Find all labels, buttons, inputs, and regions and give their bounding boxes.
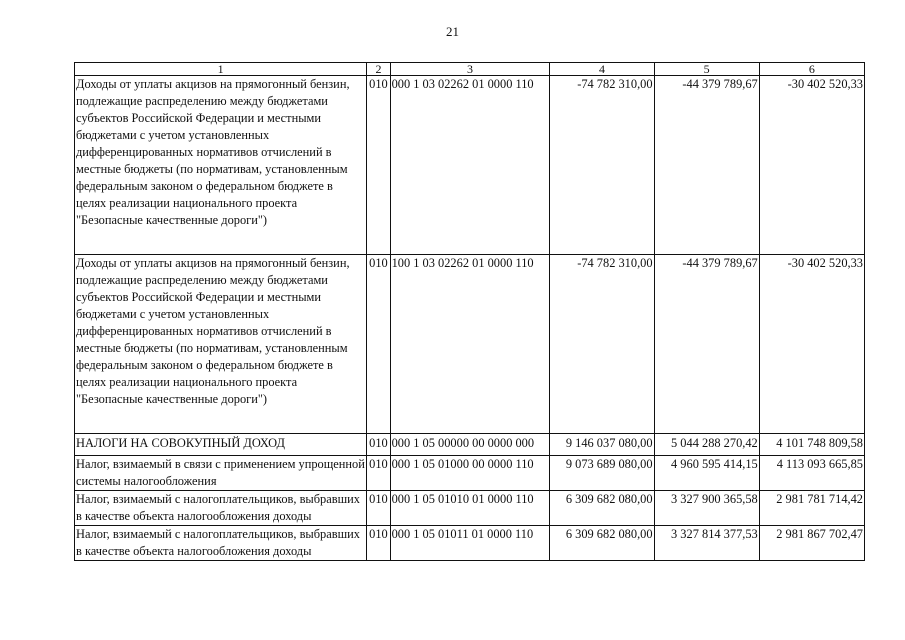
table-row [75, 76, 865, 255]
row-col6: -30 402 520,33 [759, 76, 864, 255]
row-col6: 4 101 748 809,58 [759, 434, 864, 456]
table-row [75, 456, 865, 491]
row-col5: 4 960 595 414,15 [654, 456, 759, 491]
row-col6: 2 981 867 702,47 [759, 526, 864, 561]
row-kbk: 000 1 05 00000 00 0000 000 [390, 434, 550, 456]
row-col5: -44 379 789,67 [654, 76, 759, 255]
row-col5: 3 327 900 365,58 [654, 491, 759, 526]
row-kbk: 000 1 05 01011 01 0000 110 [390, 526, 550, 561]
row-col4: -74 782 310,00 [550, 76, 654, 255]
header-col-1: 1 [75, 63, 367, 76]
row-name: Налог, взимаемый с налогоплательщиков, выбравших в качестве объекта налогообложения доходы [75, 491, 367, 526]
row-col4: 6 309 682 080,00 [550, 491, 654, 526]
row-col5: -44 379 789,67 [654, 255, 759, 434]
row-col6: 2 981 781 714,42 [759, 491, 864, 526]
row-code: 010 [367, 434, 390, 456]
row-col6: 4 113 093 665,85 [759, 456, 864, 491]
header-col-4: 4 [550, 63, 654, 76]
row-col4: 9 073 689 080,00 [550, 456, 654, 491]
row-kbk: 000 1 03 02262 01 0000 110 [390, 76, 550, 255]
revenue-table [74, 62, 865, 561]
table-row [75, 434, 865, 456]
row-kbk: 000 1 05 01010 01 0000 110 [390, 491, 550, 526]
row-col6: -30 402 520,33 [759, 255, 864, 434]
row-code: 010 [367, 76, 390, 255]
row-name: Доходы от уплаты акцизов на прямогонный бензин, подлежащие распределению между бюджетами субъектов Российской Федерации и местными бюджетами с учетом установленных дифференцированных нормативов отчислений в местные бюджеты (по нормативам, установленным федеральным законом о федеральном бюджете в целях реализации национального проекта "Безопасные качественные дороги") [75, 76, 367, 255]
row-kbk: 100 1 03 02262 01 0000 110 [390, 255, 550, 434]
row-col4: -74 782 310,00 [550, 255, 654, 434]
row-kbk: 000 1 05 01000 00 0000 110 [390, 456, 550, 491]
row-col5: 5 044 288 270,42 [654, 434, 759, 456]
header-col-6: 6 [759, 63, 864, 76]
table-row [75, 526, 865, 561]
row-col4: 9 146 037 080,00 [550, 434, 654, 456]
row-code: 010 [367, 526, 390, 561]
table-header-row [75, 63, 865, 76]
table-row [75, 491, 865, 526]
row-name: Налог, взимаемый в связи с применением упрощенной системы налогообложения [75, 456, 367, 491]
row-col4: 6 309 682 080,00 [550, 526, 654, 561]
table-row [75, 255, 865, 434]
row-name: Налог, взимаемый с налогоплательщиков, выбравших в качестве объекта налогообложения доходы [75, 526, 367, 561]
row-code: 010 [367, 456, 390, 491]
row-name: НАЛОГИ НА СОВОКУПНЫЙ ДОХОД [75, 434, 367, 456]
header-col-3: 3 [390, 63, 550, 76]
page-number: 21 [446, 24, 459, 39]
row-code: 010 [367, 255, 390, 434]
row-name: Доходы от уплаты акцизов на прямогонный бензин, подлежащие распределению между бюджетами субъектов Российской Федерации и местными бюджетами с учетом установленных дифференцированных нормативов отчислений в местные бюджеты (по нормативам, установленным федеральным законом о федеральном бюджете в целях реализации национального проекта "Безопасные качественные дороги") [75, 255, 367, 434]
header-col-5: 5 [654, 63, 759, 76]
row-code: 010 [367, 491, 390, 526]
header-col-2: 2 [367, 63, 390, 76]
row-col5: 3 327 814 377,53 [654, 526, 759, 561]
